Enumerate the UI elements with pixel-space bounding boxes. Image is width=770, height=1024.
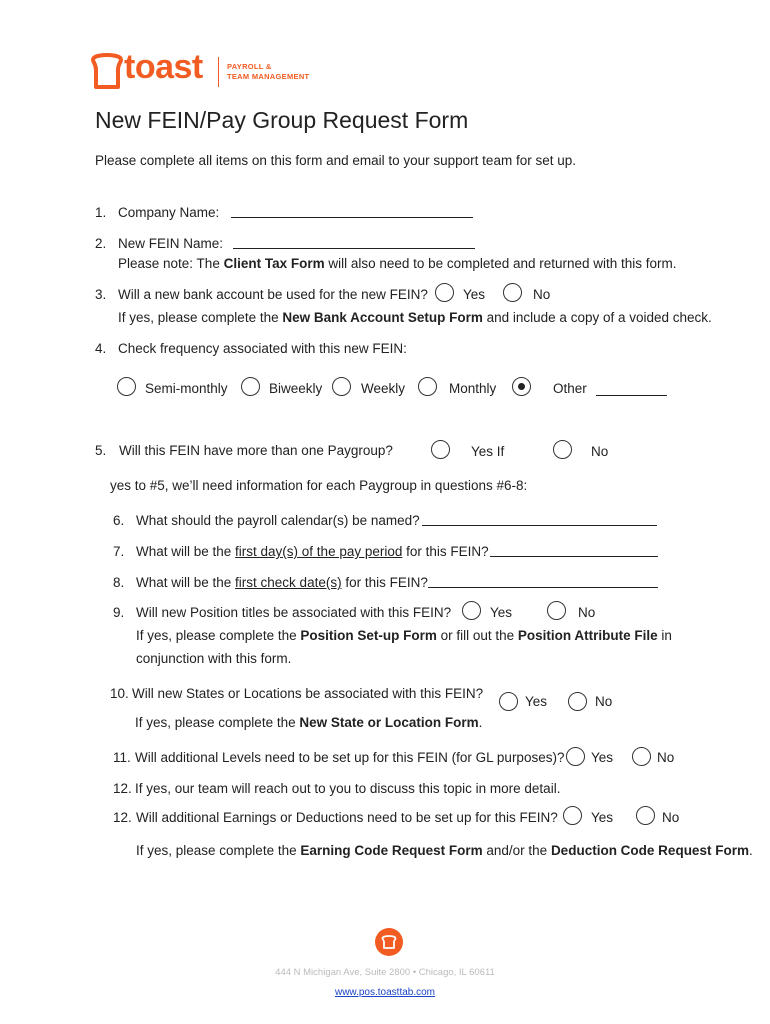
company-name-field[interactable] [231,205,473,218]
q9-no-radio[interactable] [547,601,566,620]
client-tax-form-link[interactable]: Client Tax Form [223,256,325,271]
q12-note-pre: If yes, please complete the [136,843,301,858]
q11-label: Will additional Levels need to be set up for this FEIN (for GL purposes)? [135,750,565,765]
q3-note-post: and include a copy of a voided check. [482,310,712,325]
q8-post: for this FEIN? [341,575,428,590]
q12-no-label: No [662,810,680,825]
q9-label: Will new Position titles be associated with this FEIN? [136,605,452,620]
q1-number: 1. [95,205,107,220]
other-frequency-field[interactable] [596,383,667,396]
payroll-calendar-name-field[interactable] [422,513,657,526]
q3-note [118,310,712,325]
q11-no-label: No [657,750,675,765]
q9-note-post: in [657,628,672,643]
q12-no-radio[interactable] [636,806,655,825]
q5-note: yes to #5, we’ll need information for each Paygroup in questions #6-8: [110,478,528,493]
q6-label: What should the payroll calendar(s) be named? [136,513,420,528]
q3-no-label: No [533,287,551,302]
q12-note [136,843,753,858]
q11-number: 11. [113,750,131,765]
q7-first-day-link: first day(s) of the pay period [235,544,403,559]
q3-no-radio[interactable] [503,283,522,302]
q4-number: 4. [95,341,107,356]
q10-no-label: No [595,694,613,709]
position-attribute-file-link[interactable]: Position Attribute File [517,628,658,643]
q5-yes-label: Yes If [471,444,505,459]
q9-note [136,628,672,643]
q8-number: 8. [113,575,125,590]
q7-label [136,544,489,559]
q11-no-radio[interactable] [632,747,651,766]
logo-divider [218,57,219,87]
q12-note-post: . [748,843,753,858]
q12b-label: Will additional Earnings or Deductions need to be set up for this FEIN? [136,810,558,825]
q12-yes-label: Yes [591,810,614,825]
page-title: New FEIN/Pay Group Request Form [95,107,469,133]
q3-yes-label: Yes [463,287,486,302]
footer-website-link[interactable]: www.pos.toasttab.com [334,987,436,998]
new-fein-name-field[interactable] [233,236,475,249]
brand-wordmark: toast [124,48,203,86]
q8-label [136,575,428,590]
q9-note-mid: or fill out the [436,628,518,643]
q5-yes-radio[interactable] [431,440,450,459]
q3-note-pre: If yes, please complete the [118,310,283,325]
q3-number: 3. [95,287,107,302]
q6-number: 6. [113,513,125,528]
q9-note-line2: conjunction with this form. [136,651,292,666]
q9-number: 9. [113,605,125,620]
q5-label: Will this FEIN have more than one Paygroup? [119,443,393,458]
earning-code-form-link[interactable]: Earning Code Request Form [300,843,483,858]
q5-no-radio[interactable] [553,440,572,459]
q3-label: Will a new bank account be used for the new FEIN? [118,287,428,302]
intro-text: Please complete all items on this form and email to your support team for set up. [95,153,576,168]
position-setup-form-link[interactable]: Position Set-up Form [300,628,437,643]
q10-number: 10. [110,686,129,701]
q2-note-pre: Please note: The [118,256,224,271]
biweekly-radio[interactable] [241,377,260,396]
q10-no-radio[interactable] [568,692,587,711]
q3-yes-radio[interactable] [435,283,454,302]
q12a-label: If yes, our team will reach out to you to discuss this topic in more detail. [135,781,561,796]
first-check-date-field[interactable] [428,575,658,588]
q7-number: 7. [113,544,125,559]
tagline-line-1: PAYROLL & [227,62,272,71]
q12-yes-radio[interactable] [563,806,582,825]
q9-no-label: No [578,605,596,620]
logo-tagline [227,62,309,82]
q10-yes-radio[interactable] [499,692,518,711]
q8-first-check-link: first check date(s) [235,575,342,590]
q9-yes-label: Yes [490,605,513,620]
q10-note-post: . [478,715,483,730]
q5-number: 5. [95,443,107,458]
q10-note [135,715,482,730]
q8-pre: What will be the [136,575,236,590]
q9-yes-radio[interactable] [462,601,481,620]
weekly-radio[interactable] [332,377,351,396]
footer-address: 444 N Michigan Ave, Suite 2800 • Chicago, IL 60611 [275,967,495,978]
q10-note-pre: If yes, please complete the [135,715,300,730]
q12-note-mid: and/or the [482,843,551,858]
footer-logo-icon [375,928,403,956]
footer-link-wrap [0,982,770,1000]
biweekly-label: Biweekly [269,381,323,396]
q1-label: Company Name: [118,205,220,220]
q7-post: for this FEIN? [402,544,489,559]
toast-bread-icon [90,53,124,89]
other-radio[interactable] [512,377,531,396]
deduction-code-form-link[interactable]: Deduction Code Request Form [550,843,749,858]
q5-no-label: No [591,444,609,459]
q9-note-pre: If yes, please complete the [136,628,301,643]
semi-monthly-radio[interactable] [117,377,136,396]
q2-note-post: will also need to be completed and returned with this form. [324,256,677,271]
q2-number: 2. [95,236,107,251]
q10-label: Will new States or Locations be associated with this FEIN? [132,686,484,701]
q11-yes-label: Yes [591,750,614,765]
monthly-label: Monthly [449,381,497,396]
monthly-radio[interactable] [418,377,437,396]
semi-monthly-label: Semi-monthly [145,381,228,396]
q7-pre: What will be the [136,544,236,559]
new-bank-account-form-link[interactable]: New Bank Account Setup Form [282,310,483,325]
q10-yes-label: Yes [525,694,548,709]
q2-note [118,256,677,271]
q4-label: Check frequency associated with this new FEIN: [118,341,407,356]
tagline-line-2: TEAM MANAGEMENT [227,72,310,81]
new-state-location-form-link[interactable]: New State or Location Form [299,715,479,730]
q12a-number: 12. [113,781,132,796]
other-label: Other [553,381,587,396]
q2-label: New FEIN Name: [118,236,224,251]
weekly-label: Weekly [361,381,406,396]
q11-yes-radio[interactable] [566,747,585,766]
q12b-number: 12. [113,810,132,825]
first-pay-period-field[interactable] [490,544,658,557]
